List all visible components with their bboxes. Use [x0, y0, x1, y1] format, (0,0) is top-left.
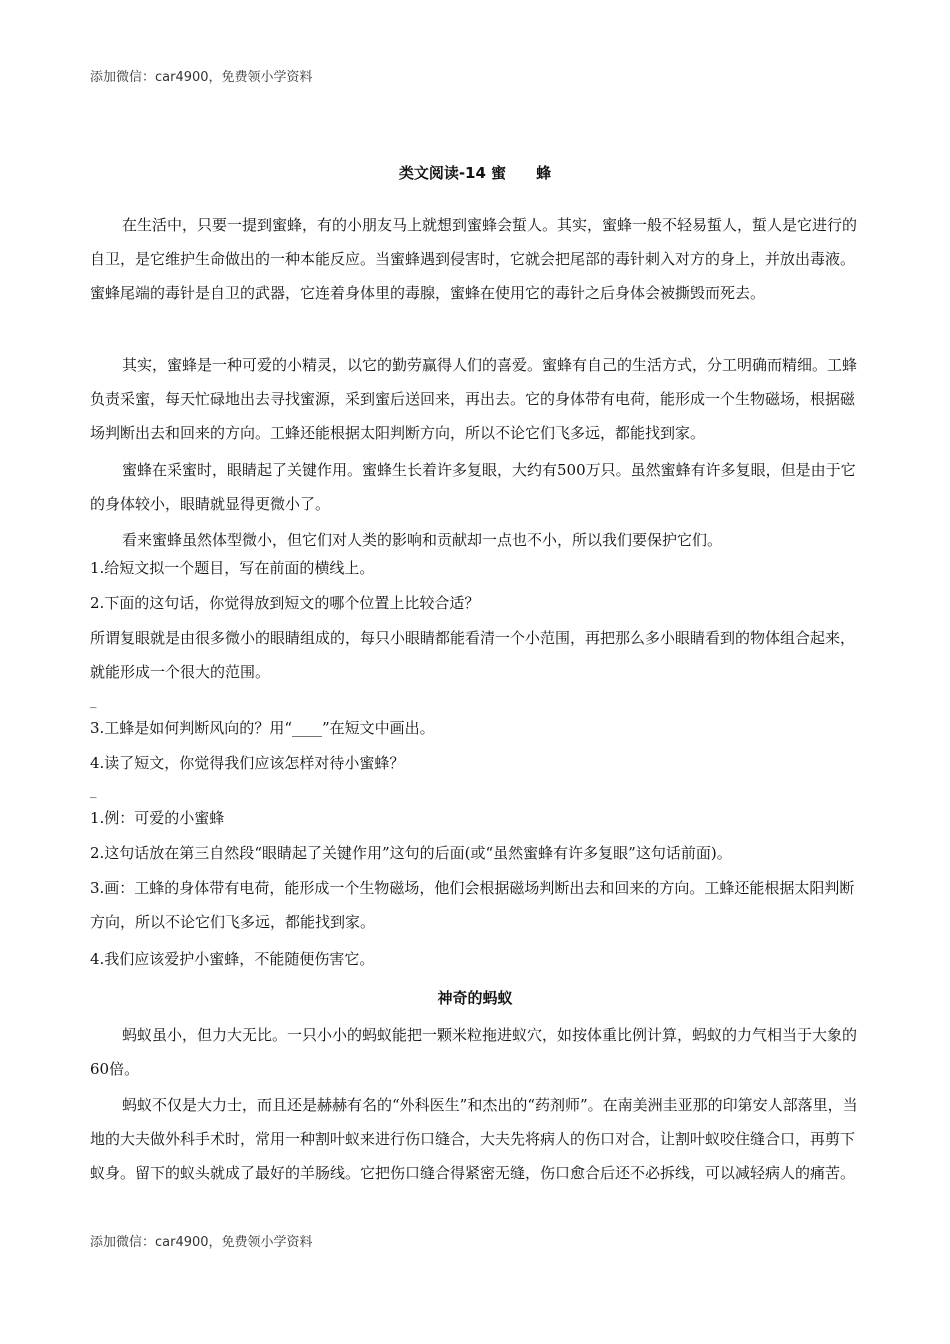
- answer-4: 4.我们应该爱护小蜜蜂，不能随便伤害它。: [90, 950, 375, 968]
- answer-2: 2.这句话放在第三自然段“眼睛起了关键作用”这句的后面(或“虽然蜜蜂有许多复眼”这句话前面)。: [90, 844, 732, 862]
- answer-3: 3.画：工蜂的身体带有电荷，能形成一个生物磁场，他们会根据磁场判断出去和回来的方向。工蜂还能根据太阳判断方向，所以不论它们飞多远，都能找到家。: [90, 879, 855, 931]
- passage-title: 类文阅读-14 蜜 蜂: [398, 164, 552, 182]
- passage-title: 神奇的蚂蚁: [437, 989, 513, 1007]
- answer-1: 1.例：可爱的小蜜蜂: [90, 809, 225, 827]
- paragraph: 看来蜜蜂虽然体型微小，但它们对人类的影响和贡献却一点也不小，所以我们要保护它们。: [122, 531, 723, 549]
- answer-blank: _: [90, 784, 97, 799]
- paragraph: 蜜蜂在采蜜时，眼睛起了关键作用。蜜蜂生长着许多复眼，大约有500万只。虽然蜜蜂有许多复眼，但是由于它的身体较小，眼睛就显得更微小了。: [90, 461, 856, 513]
- question-2: 2.下面的这句话，你觉得放到短文的哪个位置上比较合适？: [90, 594, 480, 612]
- question-1: 1.给短文拟一个题目，写在前面的横线上。: [90, 559, 375, 577]
- question-4: 4.读了短文，你觉得我们应该怎样对待小蜜蜂？: [90, 754, 405, 772]
- paragraph: 其实，蜜蜂是一种可爱的小精灵，以它的勤劳赢得人们的喜爱。蜜蜂有自己的生活方式，分工明确而精细。工蜂负责采蜜，每天忙碌地出去寻找蜜源，采到蜜后送回来，再出去。它的身体带有电荷，能形成一个生物磁场，根据磁场判断出去和回来的方向。工蜂还能根据太阳判断方向，所以不论它们飞多远，都能找到家。: [90, 356, 858, 442]
- answer-blank: _: [90, 694, 97, 709]
- paragraph: 蚂蚁不仅是大力士，而且还是赫赫有名的“外科医生”和杰出的“药剂师”。在南美洲圭亚那的印第安人部落里，当地的大夫做外科手术时，常用一种割叶蚁来进行伤口缝合，大夫先将病人的伤口对合，让割叶蚁咬住缝合口，再剪下蚁身。留下的蚁头就成了最好的羊肠线。它把伤口缝合得紧密无缝，伤口愈合后还不必拆线，可以减轻病人的痛苦。: [90, 1096, 858, 1182]
- paragraph: 蚂蚁虽小，但力大无比。一只小小的蚂蚁能把一颗米粒拖进蚁穴，如按体重比例计算，蚂蚁的力气相当于大象的60倍。: [90, 1026, 858, 1078]
- header-note: 添加微信：car4900，免费领小学资料: [90, 70, 313, 85]
- paragraph: 在生活中，只要一提到蜜蜂，有的小朋友马上就想到蜜蜂会蜇人。其实，蜜蜂一般不轻易蜇人，蜇人是它进行的自卫，是它维护生命做出的一种本能反应。当蜜蜂遇到侵害时，它就会把尾部的毒针刺入对方的身上，并放出毒液。蜜蜂尾端的毒针是自卫的武器，它连着身体里的毒腺，蜜蜂在使用它的毒针之后身体会被撕毁而死去。: [90, 216, 858, 302]
- footer-note: 添加微信：car4900，免费领小学资料: [90, 1235, 313, 1250]
- question-3: 3.工蜂是如何判断风向的？用“____”在短文中画出。: [90, 719, 435, 737]
- question-2-sentence: 所谓复眼就是由很多微小的眼睛组成的，每只小眼睛都能看清一个小范围，再把那么多小眼睛看到的物体组合起来，就能形成一个很大的范围。: [90, 629, 856, 681]
